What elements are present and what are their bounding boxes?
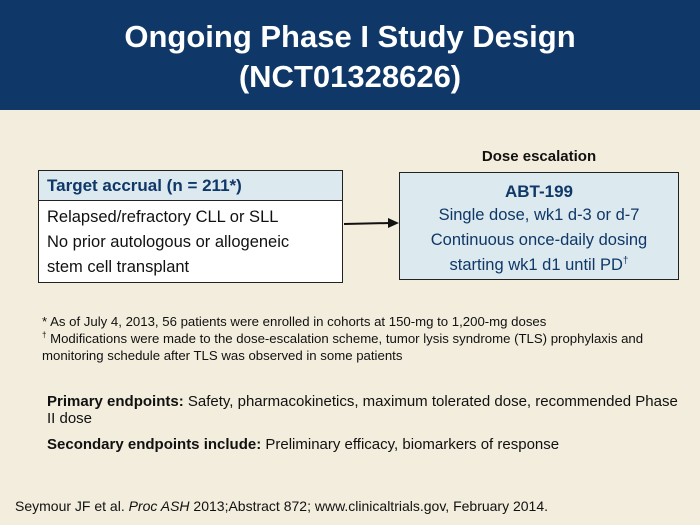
abt-dosing-line	[400, 253, 678, 278]
footnotes	[42, 313, 692, 364]
abt-199-box	[399, 172, 679, 280]
accrual-criterion: Relapsed/refractory CLL or SLL	[47, 208, 279, 226]
accrual-criterion: stem cell transplant	[47, 258, 190, 276]
abt-199-title: ABT-199	[504, 182, 574, 201]
dagger-mark: †	[622, 255, 629, 267]
footnote-modifications: † Modifications were made to the dose-escalation scheme, tumor lysis syndrome (TLS) prophylaxis and monitoring schedule after TLS was observed in some patients	[42, 330, 644, 363]
abt-dosing-line: Continuous once-daily dosing	[430, 231, 648, 249]
accrual-criterion: No prior autologous or allogeneic	[47, 233, 290, 251]
slide-subtitle: (NCT01328626)	[238, 59, 462, 94]
endpoints	[47, 393, 687, 462]
dagger-mark: †	[42, 330, 47, 340]
journal-name: Proc ASH	[128, 498, 190, 514]
target-accrual-box	[38, 170, 343, 283]
citation: Seymour JF et al. Proc ASH 2013;Abstract 872; www.clinicaltrials.gov, February 2014.	[15, 498, 549, 514]
dose-escalation-label: Dose escalation	[481, 148, 597, 165]
slide-title: Ongoing Phase I Study Design	[124, 19, 576, 54]
target-accrual-title: Target accrual (n = 211*)	[39, 171, 342, 201]
abt-dosing-text: starting wk1 d1 until PD	[449, 256, 623, 274]
title-banner	[0, 0, 700, 110]
primary-endpoints: Primary endpoints: Safety, pharmacokinetics, maximum tolerated dose, recommended Phase II dose	[47, 393, 678, 427]
footnote-enrollment: * As of July 4, 2013, 56 patients were enrolled in cohorts at 150-mg to 1,200-mg doses	[42, 314, 547, 329]
asterisk-mark: *	[42, 314, 48, 329]
arrow-right-icon	[344, 214, 400, 232]
abt-dosing-line: Single dose, wk1 d-3 or d-7	[438, 206, 640, 224]
secondary-endpoints: Secondary endpoints include: Preliminary efficacy, biomarkers of response	[47, 436, 560, 453]
